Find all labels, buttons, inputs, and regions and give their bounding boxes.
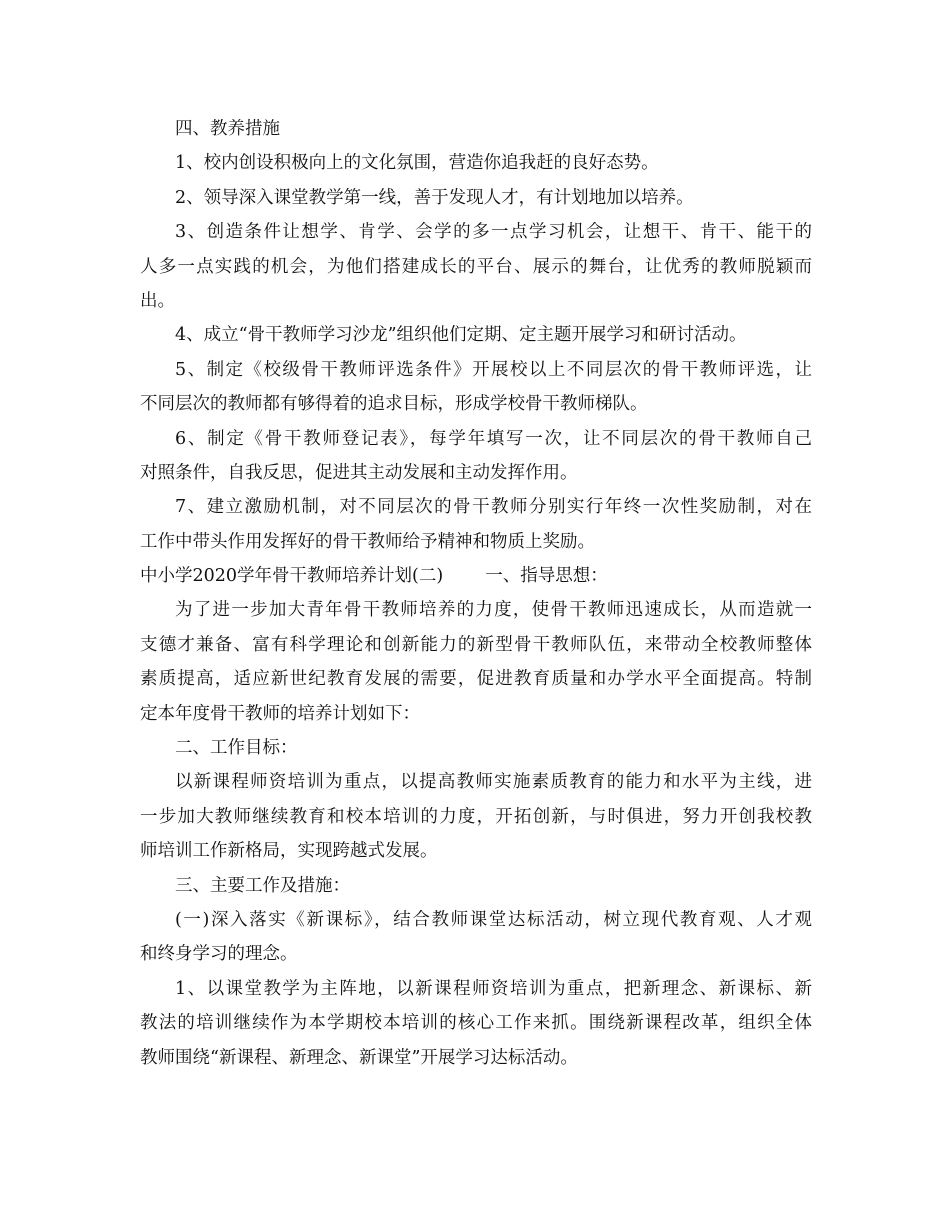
- paragraph-line: 以新课程师资培训为重点，以提高教师实施素质教育的能力和水平为主线，进: [175, 772, 812, 793]
- paragraph-line: 素质提高，适应新世纪教育发展的需要，促进教育质量和办学水平全面提高。特制: [140, 669, 812, 690]
- heading-main-work: 三、主要工作及措施：: [175, 875, 350, 896]
- document-page: [140, 112, 812, 1075]
- plan-title: 中小学2020学年骨干教师培养计划(二): [140, 566, 444, 587]
- paragraph-line: 支德才兼备、富有科学理论和创新能力的新型骨干教师队伍，来带动全校教师整体: [140, 634, 812, 655]
- paragraph-line: 和终身学习的理念。: [140, 944, 298, 965]
- heading-education-measures: 四、教养措施: [175, 119, 280, 139]
- paragraph-line: 为了进一步加大青年骨干教师培养的力度，使骨干教师迅速成长，从而造就一: [175, 600, 812, 621]
- paragraph-line: 1、以课堂教学为主阵地，以新课程师资培训为重点，把新理念、新课标、新: [175, 978, 812, 999]
- paragraph-line: 5、制定《校级骨干教师评选条件》开展校以上不同层次的骨干教师评选，让: [175, 359, 812, 380]
- paragraph-line: 教师围绕“新课程、新理念、新课堂”开展学习达标活动。: [140, 1047, 578, 1068]
- heading-guiding-ideology: 一、指导思想：: [485, 566, 608, 587]
- paragraph-line: 3、创造条件让想学、肯学、会学的多一点学习机会，让想干、肯干、能干的: [175, 222, 812, 243]
- paragraph-line: 2、领导深入课堂教学第一线，善于发现人才，有计划地加以培养。: [175, 187, 694, 208]
- heading-work-goals: 二、工作目标：: [175, 738, 298, 759]
- paragraph-line: 6、制定《骨干教师登记表》，每学年填写一次，让不同层次的骨干教师自己: [175, 428, 812, 449]
- paragraph-line: 不同层次的教师都有够得着的追求目标，形成学校骨干教师梯队。: [140, 394, 648, 415]
- paragraph-line: 师培训工作新格局，实现跨越式发展。: [140, 841, 438, 862]
- paragraph-line: (一)深入落实《新课标》，结合教师课堂达标活动，树立现代教育观、人才观: [175, 909, 812, 930]
- paragraph-line: 人多一点实践的机会，为他们搭建成长的平台、展示的舞台，让优秀的教师脱颖而: [140, 256, 812, 277]
- paragraph-line: 对照条件，自我反思，促进其主动发展和主动发挥作用。: [140, 462, 578, 483]
- paragraph-line: 一步加大教师继续教育和校本培训的力度，开拓创新，与时俱进，努力开创我校教: [140, 806, 812, 827]
- paragraph-line: 出。: [140, 290, 175, 311]
- paragraph-line: 1、校内创设积极向上的文化氛围，营造你追我赶的良好态势。: [175, 153, 659, 174]
- paragraph-line: 7、建立激励机制，对不同层次的骨干教师分别实行年终一次性奖励制，对在: [175, 497, 812, 518]
- paragraph-line: 教法的培训继续作为本学期校本培训的核心工作来抓。围绕新课程改革，组织全体: [140, 1013, 812, 1034]
- paragraph-line: 工作中带头作用发挥好的骨干教师给予精神和物质上奖励。: [140, 531, 595, 552]
- plan-title-line: [140, 559, 812, 593]
- paragraph-line: 定本年度骨干教师的培养计划如下：: [140, 703, 420, 724]
- paragraph-line: 4、成立“骨干教师学习沙龙”组织他们定期、定主题开展学习和研讨活动。: [175, 325, 747, 346]
